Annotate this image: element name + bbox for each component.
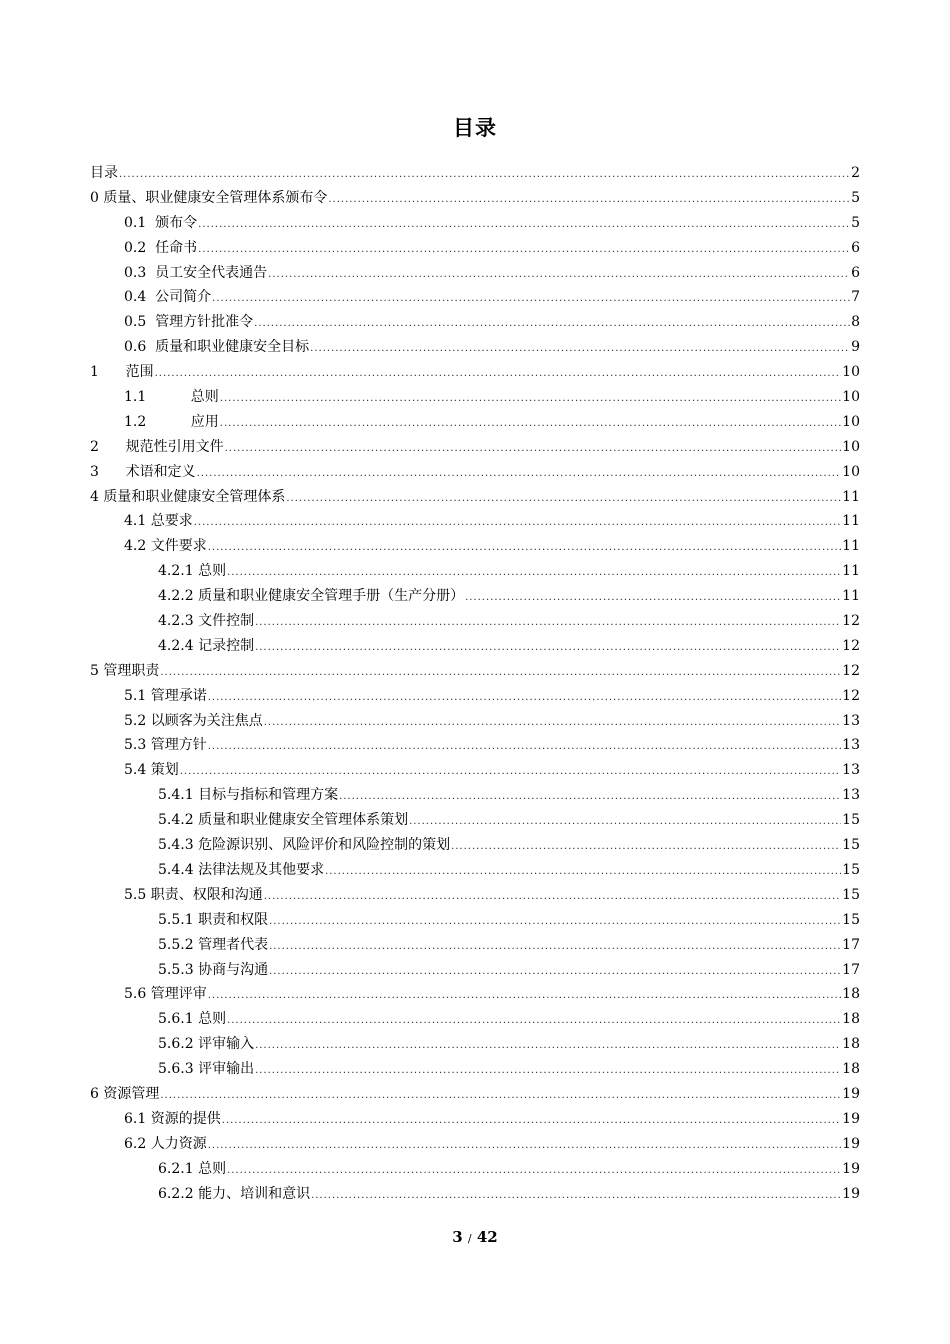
toc-leader-dots bbox=[227, 561, 841, 586]
toc-entry[interactable] bbox=[90, 1057, 860, 1082]
toc-entry[interactable] bbox=[90, 435, 860, 460]
toc-leader-dots bbox=[208, 984, 841, 1009]
toc-entry[interactable] bbox=[90, 709, 860, 734]
toc-entry[interactable] bbox=[90, 410, 860, 435]
toc-entry[interactable] bbox=[90, 335, 860, 360]
toc-leader-dots bbox=[325, 860, 841, 885]
toc-entry[interactable] bbox=[90, 161, 860, 186]
toc-entry-title: 5.4.3 危险源识别、风险评价和风险控制的策划 bbox=[158, 837, 451, 854]
toc-entry-page: 17 bbox=[842, 936, 860, 953]
toc-entry-page: 12 bbox=[842, 613, 860, 630]
toc-leader-dots bbox=[119, 163, 850, 188]
toc-leader-dots bbox=[180, 760, 841, 785]
toc-entry-page: 10 bbox=[842, 413, 860, 430]
toc-entry-page: 11 bbox=[842, 488, 860, 505]
toc-entry-page: 13 bbox=[842, 787, 860, 804]
toc-entry-title: 5.6 管理评审 bbox=[124, 986, 207, 1003]
toc-leader-dots bbox=[328, 188, 850, 213]
toc-entry-title: 5.6.3 评审输出 bbox=[158, 1061, 255, 1078]
toc-entry-title: 4.2.4 记录控制 bbox=[158, 637, 255, 654]
toc-entry-page: 11 bbox=[842, 538, 860, 555]
toc-leader-dots bbox=[339, 785, 841, 810]
toc-leader-dots bbox=[254, 312, 850, 337]
toc-entry[interactable] bbox=[90, 360, 860, 385]
toc-entry[interactable] bbox=[90, 1132, 860, 1157]
toc-entry-page: 6 bbox=[851, 239, 860, 256]
toc-leader-dots bbox=[220, 387, 841, 412]
toc-entry[interactable] bbox=[90, 1032, 860, 1057]
toc-leader-dots bbox=[198, 238, 850, 263]
toc-entry-title: 6 资源管理 bbox=[90, 1085, 160, 1102]
toc-entry-page: 19 bbox=[842, 1185, 860, 1202]
toc-leader-dots bbox=[198, 213, 850, 238]
toc-leader-dots bbox=[269, 960, 841, 985]
toc-entry-page: 18 bbox=[842, 986, 860, 1003]
toc-entry-page: 13 bbox=[842, 762, 860, 779]
toc-leader-dots bbox=[269, 935, 841, 960]
toc-leader-dots bbox=[208, 735, 841, 760]
toc-entry[interactable] bbox=[90, 211, 860, 236]
toc-entry-page: 5 bbox=[851, 189, 860, 206]
toc-entry-page: 9 bbox=[851, 339, 860, 356]
toc-entry-title: 目录 bbox=[90, 165, 118, 181]
toc-leader-dots bbox=[255, 636, 841, 661]
toc-entry-page: 11 bbox=[842, 513, 860, 530]
toc-entry-page: 10 bbox=[842, 463, 860, 480]
toc-entry[interactable] bbox=[90, 559, 860, 584]
toc-entry-title: 5.5 职责、权限和沟通 bbox=[124, 886, 263, 903]
toc-entry-page: 19 bbox=[842, 1135, 860, 1152]
toc-entry[interactable] bbox=[90, 385, 860, 410]
toc-entry-page: 19 bbox=[842, 1160, 860, 1177]
toc-entry-page: 10 bbox=[842, 438, 860, 455]
toc-entry[interactable] bbox=[90, 1182, 860, 1207]
toc-leader-dots bbox=[269, 910, 841, 935]
toc-entry-title: 4.1 总要求 bbox=[124, 513, 193, 530]
toc-entry[interactable] bbox=[90, 982, 860, 1007]
toc-entry-title: 5 管理职责 bbox=[90, 662, 160, 679]
toc-entry-page: 15 bbox=[842, 837, 860, 854]
toc-leader-dots bbox=[451, 835, 841, 860]
toc-entry[interactable] bbox=[90, 1007, 860, 1032]
toc-entry[interactable] bbox=[90, 1082, 860, 1107]
toc-entry-page: 6 bbox=[851, 264, 860, 281]
toc-entry-title: 6.2.1 总则 bbox=[158, 1160, 227, 1177]
toc-entry[interactable] bbox=[90, 584, 860, 609]
toc-entry-title: 0.6 质量和职业健康安全目标 bbox=[124, 339, 310, 356]
toc-leader-dots bbox=[255, 1059, 841, 1084]
toc-leader-dots bbox=[255, 611, 841, 636]
toc-leader-dots bbox=[208, 686, 841, 711]
toc-entry-title: 5.6.2 评审输入 bbox=[158, 1036, 255, 1053]
toc-entry[interactable] bbox=[90, 808, 860, 833]
toc-entry[interactable] bbox=[90, 261, 860, 286]
toc-entry-page: 11 bbox=[842, 588, 860, 605]
toc-entry[interactable] bbox=[90, 485, 860, 510]
toc-leader-dots bbox=[212, 287, 850, 312]
toc-entry[interactable] bbox=[90, 310, 860, 335]
toc-entry-title: 1.2 应用 bbox=[124, 413, 219, 430]
toc-entry-title: 5.5.3 协商与沟通 bbox=[158, 961, 269, 978]
toc-leader-dots bbox=[160, 661, 841, 686]
toc-leader-dots bbox=[227, 1159, 841, 1184]
toc-entry[interactable] bbox=[90, 958, 860, 983]
toc-entry-title: 5.4 策划 bbox=[124, 762, 179, 779]
toc-entry-title: 0.5 管理方针批准令 bbox=[124, 314, 254, 331]
toc-entry[interactable] bbox=[90, 908, 860, 933]
toc-entry-title: 1.1 总则 bbox=[124, 389, 219, 406]
toc-leader-dots bbox=[264, 711, 841, 736]
toc-entry-title: 3 术语和定义 bbox=[90, 463, 196, 480]
toc-leader-dots bbox=[311, 1184, 841, 1209]
toc-leader-dots bbox=[310, 337, 850, 362]
toc-entry-page: 12 bbox=[842, 662, 860, 679]
toc-entry-page: 7 bbox=[851, 289, 860, 306]
toc-entry[interactable] bbox=[90, 1157, 860, 1182]
toc-entry-page: 15 bbox=[842, 886, 860, 903]
toc-entry-title: 4.2.2 质量和职业健康安全管理手册（生产分册） bbox=[158, 588, 465, 605]
toc-entry-page: 12 bbox=[842, 687, 860, 704]
toc-entry-title: 0.2 任命书 bbox=[124, 239, 198, 256]
toc-entry-page: 2 bbox=[851, 165, 860, 181]
table-of-contents bbox=[90, 161, 860, 1206]
toc-entry-title: 4.2.1 总则 bbox=[158, 563, 227, 580]
toc-entry[interactable] bbox=[90, 659, 860, 684]
toc-entry-page: 18 bbox=[842, 1036, 860, 1053]
toc-entry-title: 5.3 管理方针 bbox=[124, 737, 207, 754]
toc-leader-dots bbox=[227, 1009, 841, 1034]
toc-leader-dots bbox=[268, 263, 850, 288]
toc-leader-dots bbox=[194, 511, 841, 536]
toc-entry-page: 10 bbox=[842, 389, 860, 406]
toc-leader-dots bbox=[222, 1109, 841, 1134]
toc-leader-dots bbox=[208, 1134, 841, 1159]
toc-entry-title: 6.2 人力资源 bbox=[124, 1135, 207, 1152]
toc-entry-page: 13 bbox=[842, 737, 860, 754]
toc-entry-page: 11 bbox=[842, 563, 860, 580]
toc-entry-title: 5.2 以顾客为关注焦点 bbox=[124, 712, 263, 729]
toc-entry[interactable] bbox=[90, 509, 860, 534]
toc-leader-dots bbox=[264, 885, 841, 910]
page-title: 目录 bbox=[453, 115, 497, 140]
total-pages: 42 bbox=[476, 1228, 498, 1246]
toc-entry-title: 4 质量和职业健康安全管理体系 bbox=[90, 488, 286, 505]
toc-entry-title: 5.4.1 目标与指标和管理方案 bbox=[158, 787, 339, 804]
toc-entry-page: 15 bbox=[842, 861, 860, 878]
toc-entry[interactable] bbox=[90, 460, 860, 485]
toc-entry-title: 5.4.4 法律法规及其他要求 bbox=[158, 861, 325, 878]
toc-entry-page: 18 bbox=[842, 1011, 860, 1028]
toc-leader-dots bbox=[465, 586, 841, 611]
toc-entry-page: 18 bbox=[842, 1061, 860, 1078]
toc-entry-page: 15 bbox=[842, 812, 860, 829]
toc-entry-page: 19 bbox=[842, 1110, 860, 1127]
toc-entry-title: 0 质量、职业健康安全管理体系颁布令 bbox=[90, 189, 328, 206]
toc-entry-title: 0.3 员工安全代表通告 bbox=[124, 264, 268, 281]
page-separator: / bbox=[467, 1232, 472, 1245]
toc-entry[interactable] bbox=[90, 236, 860, 261]
toc-entry-title: 5.1 管理承诺 bbox=[124, 687, 207, 704]
toc-entry-page: 17 bbox=[842, 961, 860, 978]
toc-entry-title: 4.2 文件要求 bbox=[124, 538, 207, 555]
toc-entry[interactable] bbox=[90, 609, 860, 634]
current-page: 3 bbox=[452, 1228, 463, 1246]
toc-leader-dots bbox=[220, 412, 841, 437]
toc-entry-title: 5.6.1 总则 bbox=[158, 1011, 227, 1028]
toc-entry-page: 5 bbox=[851, 214, 860, 231]
toc-entry-title: 6.1 资源的提供 bbox=[124, 1110, 221, 1127]
toc-entry[interactable] bbox=[90, 186, 860, 211]
toc-entry[interactable] bbox=[90, 1107, 860, 1132]
toc-entry[interactable] bbox=[90, 285, 860, 310]
toc-entry-page: 8 bbox=[851, 314, 860, 331]
toc-leader-dots bbox=[255, 1034, 841, 1059]
toc-entry-page: 13 bbox=[842, 712, 860, 729]
page-number bbox=[0, 1228, 950, 1246]
toc-entry[interactable] bbox=[90, 733, 860, 758]
toc-entry-page: 15 bbox=[842, 911, 860, 928]
toc-entry[interactable] bbox=[90, 684, 860, 709]
toc-entry-page: 19 bbox=[842, 1085, 860, 1102]
toc-entry-title: 5.4.2 质量和职业健康安全管理体系策划 bbox=[158, 812, 409, 829]
toc-entry-page: 12 bbox=[842, 637, 860, 654]
toc-leader-dots bbox=[208, 536, 841, 561]
toc-entry[interactable] bbox=[90, 858, 860, 883]
toc-entry[interactable] bbox=[90, 883, 860, 908]
toc-entry-title: 5.5.1 职责和权限 bbox=[158, 911, 269, 928]
toc-leader-dots bbox=[160, 1084, 841, 1109]
toc-entry[interactable] bbox=[90, 783, 860, 808]
toc-leader-dots bbox=[409, 810, 841, 835]
toc-entry[interactable] bbox=[90, 634, 860, 659]
toc-leader-dots bbox=[155, 362, 842, 387]
toc-entry[interactable] bbox=[90, 833, 860, 858]
toc-entry[interactable] bbox=[90, 534, 860, 559]
toc-leader-dots bbox=[286, 487, 841, 512]
toc-entry-title: 2 规范性引用文件 bbox=[90, 438, 224, 455]
toc-entry-title: 0.1 颁布令 bbox=[124, 214, 198, 231]
toc-entry-title: 6.2.2 能力、培训和意识 bbox=[158, 1185, 311, 1202]
toc-entry-title: 5.5.2 管理者代表 bbox=[158, 936, 269, 953]
toc-entry[interactable] bbox=[90, 933, 860, 958]
toc-entry-page: 10 bbox=[842, 364, 860, 381]
toc-leader-dots bbox=[197, 462, 842, 487]
toc-entry-title: 4.2.3 文件控制 bbox=[158, 613, 255, 630]
toc-entry[interactable] bbox=[90, 758, 860, 783]
toc-entry-title: 1 范围 bbox=[90, 364, 154, 381]
toc-entry-title: 0.4 公司简介 bbox=[124, 289, 212, 306]
toc-leader-dots bbox=[225, 437, 842, 462]
